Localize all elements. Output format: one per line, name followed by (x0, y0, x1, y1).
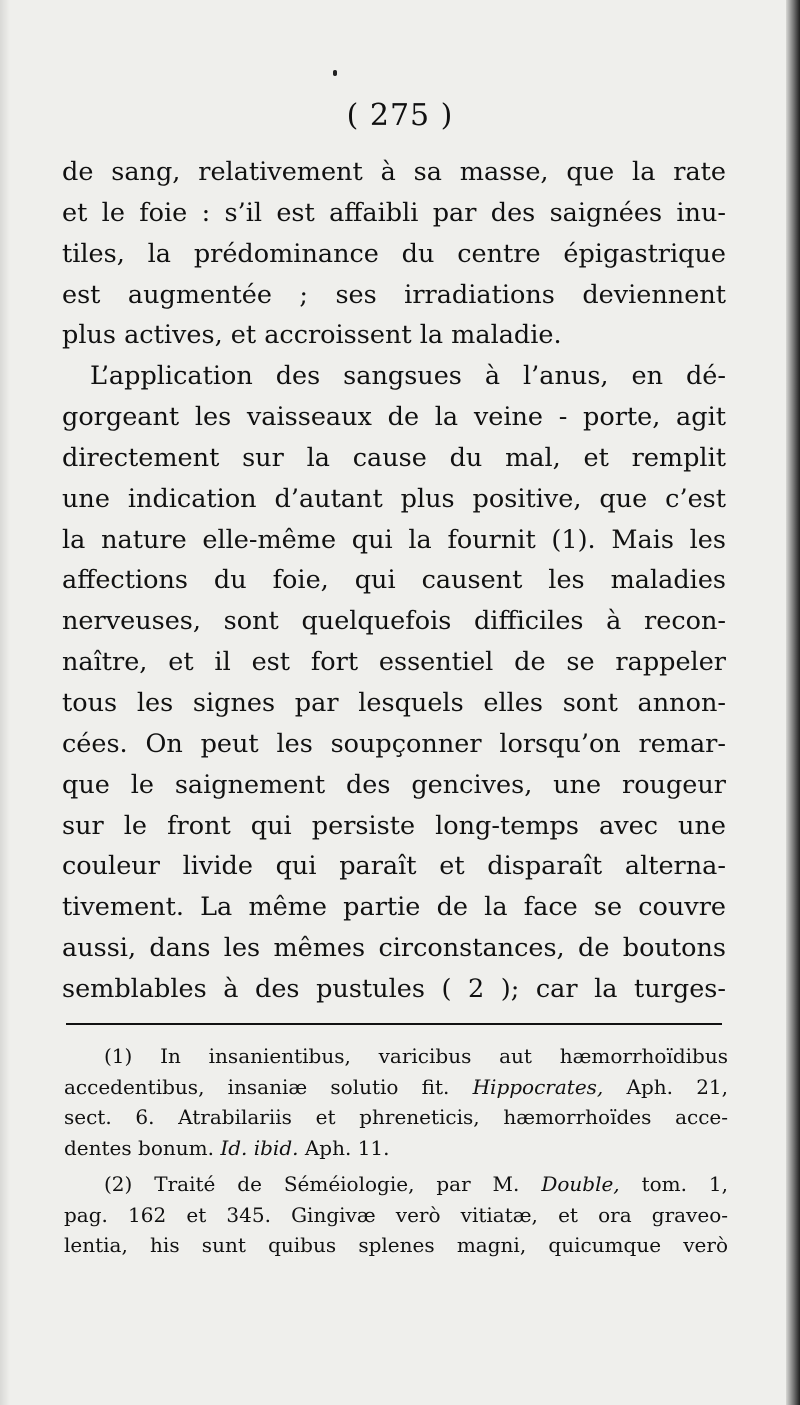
text-line: semblables à des pustules ( 2 ); car la turges- (62, 973, 726, 1004)
footnote-text: accedentibus, insaniæ solutio fit. (64, 1074, 450, 1099)
page-number: ( 275 ) (346, 98, 454, 133)
footnotes (64, 1041, 728, 1261)
text-line: gorgeant les vaisseaux de la veine - porte, agit (62, 402, 726, 433)
text-line: nerveuses, sont quelquefois difficiles à recon- (62, 606, 726, 637)
footnote-author: Double, (541, 1172, 620, 1196)
text-line: naître, et il est fort essentiel de se rappeler (62, 647, 726, 678)
footnote-text: dentes bonum. (64, 1135, 214, 1160)
text-line: couleur livide qui paraît et disparaît alterna- (62, 851, 726, 882)
text-line: une indication d’autant plus positive, que c’est (62, 483, 726, 514)
text-line: directement sur la cause du mal, et remplit (62, 442, 726, 473)
ink-speck (333, 70, 337, 76)
footnote-line: lentia, his sunt quibus splenes magni, quicumque verò (64, 1233, 728, 1257)
text-line: est augmentée ; ses irradiations deviennent (62, 279, 726, 310)
text-line: et le foie : s’il est affaibli par des saignées inu- (62, 197, 726, 228)
text-line: tous les signes par lesquels elles sont annon- (62, 687, 726, 718)
footnote-line: pag. 162 et 345. Gingivæ verò vitiatæ, et ora graveo- (64, 1202, 728, 1227)
text-line: affections du foie, qui causent les maladies (62, 565, 726, 596)
text-line: de sang, relativement à sa masse, que la rate (62, 157, 726, 187)
footnote-text: (2) Traité de Séméiologie, par M. (104, 1172, 520, 1196)
footnote-line: (1) In insanientibus, varicibus aut hæmorrhoïdibus (104, 1044, 728, 1068)
footnote-ref: tom. 1, (641, 1172, 728, 1196)
footnote-ref: Aph. 21, (626, 1074, 729, 1099)
footnote-line (64, 1169, 728, 1200)
footnote-line (64, 1072, 728, 1103)
text-line: tiles, la prédominance du centre épigastrique (62, 238, 726, 269)
text-line: que le saignement des gencives, une rougeur (62, 769, 726, 800)
footnote-rule (66, 1023, 722, 1025)
text-line: cées. On peut les soupçonner lorsqu’on remar- (62, 728, 726, 759)
footnote-2 (64, 1169, 728, 1261)
text-line: tivement. La même partie de la face se couvre (62, 892, 726, 923)
text-line: la nature elle-même qui la fournit (1). Mais les (62, 524, 726, 555)
text-line: sur le front qui persiste long-temps avec une (62, 810, 726, 841)
text-line: plus actives, et accroissent la maladie. (62, 320, 562, 351)
text-line: aussi, dans les mêmes circonstances, de boutons (62, 933, 726, 964)
footnote-1 (64, 1041, 728, 1163)
main-text (62, 152, 726, 1010)
footnote-ref: Aph. 11. (304, 1135, 390, 1160)
footnote-author: Id. ibid. (220, 1135, 299, 1160)
footnote-line: sect. 6. Atrabilariis et phreneticis, hæmorrhoïdes acce- (64, 1105, 728, 1129)
footnote-line (64, 1133, 728, 1164)
footnote-author: Hippocrates, (472, 1074, 604, 1099)
text-line: L’application des sangsues à l’anus, en dé- (90, 361, 726, 392)
